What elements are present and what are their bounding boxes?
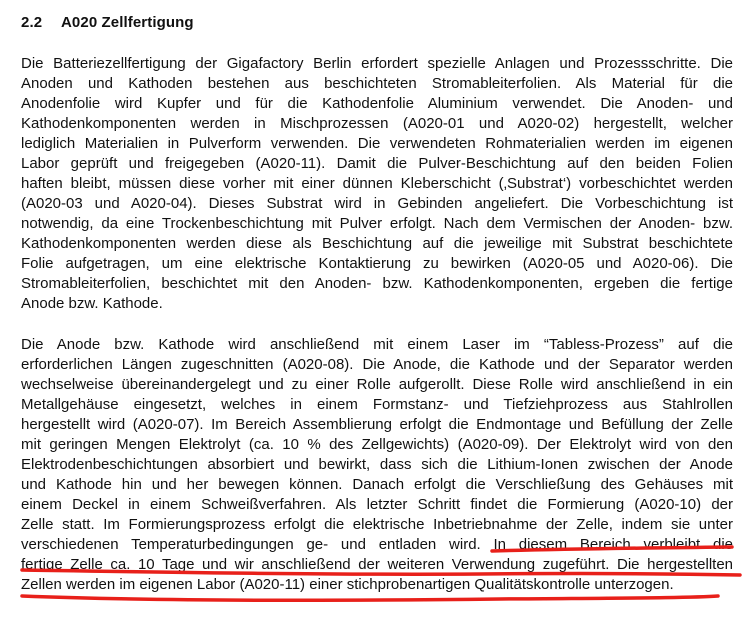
text-line: Labor geprüft und freigegeben (A020-11). Damit die Pulver-Beschichtung auf den beiden Folien <box>21 155 733 172</box>
text-line: erforderlichen Längen zugeschnitten (A020-08). Die Anode, die Kathode und der Separator werden <box>21 356 733 373</box>
text-line: fertige Zelle ca. 10 Tage und wir anschließend der weiteren Verwendung zugeführt. Die hergestellten <box>21 556 733 573</box>
section-heading <box>21 14 194 31</box>
text-line: Zellen werden im eigenen Labor (A020-11) einer stichprobenartigen Qualitätskontrolle unterzogen. <box>21 576 674 593</box>
text-line: Zelle statt. Im Formierungsprozess erfolgt die elektrische Inbetriebnahme der Zelle, indem sie unter <box>21 516 733 533</box>
text-line: lediglich Materialien in Pulverform verwenden. Die verwendeten Rohmaterialien werden im eigenen <box>21 135 733 152</box>
text-line: Anode bzw. Kathode. <box>21 295 163 312</box>
text-line: mit geringen Mengen Elektrolyt (ca. 10 % des Zellgewichts) (A020-09). Der Elektrolyt wird von den <box>21 436 733 453</box>
text-line: und Kathode hin und her bewegen können. Danach erfolgt die Verschließung des Gehäuses mit <box>21 476 733 493</box>
text-line: Elektrodenbeschichtungen absorbiert und bewirkt, dass sich die Lithium-Ionen zwischen der Anode <box>21 456 733 473</box>
section-number: 2.2 <box>21 14 43 31</box>
text-line: Die Batteriezellfertigung der Gigafactory Berlin erfordert spezielle Anlagen und Prozessschritte. Die <box>21 55 733 72</box>
red-underline-3 <box>22 596 718 600</box>
text-line: notwendig, da eine Trockenbeschichtung mit Pulver erfolgt. Nach dem Vermischen der Anoden- bzw. <box>21 215 733 232</box>
text-line: verschiedenen Temperaturbedingungen ge- und entladen wird. In diesem Bereich verbleibt die <box>21 536 733 553</box>
paragraph-cell-manufacturing-materials <box>21 54 733 314</box>
text-line: Anoden und Kathoden bestehen aus beschichteten Stromableiterfolien. Als Material für die <box>21 75 733 92</box>
text-line: Stromableiterfolien, beschichtet mit den Anoden- bzw. Kathodenkomponenten, ergeben die fertige <box>21 275 733 292</box>
text-line: Folie aufgetragen, um eine elektrische Kontaktierung zu bewirken (A020-05 und A020-06). Die <box>21 255 733 272</box>
text-line: Metallgehäuse eingesetzt, welches in einem Formstanz- und Tiefziehprozess aus Stahlrollen <box>21 396 733 413</box>
text-line: Anodenfolie wird Kupfer und für die Kathodenfolie Aluminium verwendet. Die Anoden- und <box>21 95 733 112</box>
text-line: haften bleibt, müssen diese vorher mit einer dünnen Kleberschicht (‚Substrat‘) vorbeschichtet werden <box>21 175 733 192</box>
text-line: Die Anode bzw. Kathode wird anschließend mit einem Laser im “Tabless-Prozess” auf die <box>21 336 733 353</box>
text-line: einem Deckel in einem Schweißverfahren. Als letzter Schritt findet die Formierung (A020-10) der <box>21 496 733 513</box>
text-line: Kathodenkomponenten werden in Mischprozessen (A020-01 und A020-02) hergestellt, welcher <box>21 115 733 132</box>
section-title: A020 Zellfertigung <box>61 14 194 31</box>
text-line: hergestellt wird (A020-07). Im Bereich Assemblierung erfolgt die Endmontage und Befüllung der Zelle <box>21 416 733 433</box>
paragraph-cell-assembly-process <box>21 335 733 595</box>
text-line: Kathodenkomponenten werden diese als Beschichtung auf die jeweilige mit Substrat beschichtete <box>21 235 733 252</box>
text-line: (A020-03 und A020-04). Dieses Substrat wird in Gebinden angeliefert. Die Vorbeschichtung ist <box>21 195 733 212</box>
text-line: wechselweise übereinandergelegt und zu einer Rolle aufgerollt. Diese Rolle wird anschließend in ein <box>21 376 733 393</box>
